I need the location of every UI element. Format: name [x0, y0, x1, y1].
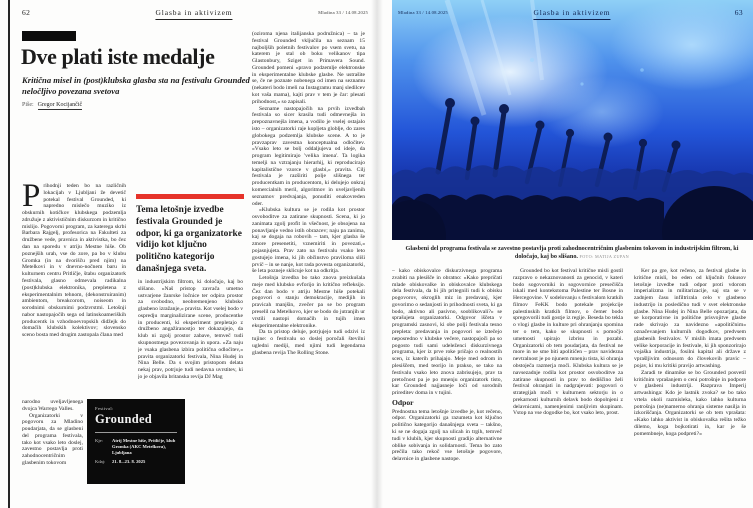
left-column-2: [138, 279, 243, 397]
body-text: Organizatorki v pogovoru za Mladino poudarjata, da se glasbeni del programa festivala, tako kot vsako leto doslej, zavestno postavlja proti zahodnocentričnim glasbenim tokovom: [22, 412, 83, 467]
right-column-3: [634, 268, 746, 489]
drop-cap: P: [22, 183, 41, 214]
right-issue-label: Mladina 33 / 14.08.2025: [398, 10, 448, 15]
body-text: rihodnji teden bo na različnih lokacijah v Ljubljani že devetič potekal festival Grounded, ki napredno mislečo muziko iz obskurnih kotičkov klubskega podzemlja združuje z aktivističnim diskurzom in kritično mislijo. Pogovorni program, za katerega skrbi Barbara Rajgelj, profesorica na Fakulteti za družbene vede, pravnica in aktivistka, bo čez dan na sporedu v atriju Mestne hiše. Ob poznejših urah, vse do zore, pa bo v klubu Gromka (in na dvorišču pred njim) na Metelkovi in v dnevno-nočnem baru in kulturnem centru Pritličje, štabu organizatork festivala, glasno odmevala radikalna (post)klubska elektronika, prepletena z eksperimentalnim tehnom, (dekonstruiranim) ambientom, breakcorom, noiseom in sorodnimi obskurnimi podzvrstmi. Letošnji nabor nastopajočih sega od latinskoameriških producentk in vzhodnoevropskih didžejk do domačih klubskih kolektivov; slovensko sceno bosta med drugim zastopala člana med: [22, 183, 126, 339]
where-value: Atrij Mestne hiše, Pritličje, klub Gromka (AKC Metelkova), Ljubljana: [112, 438, 176, 455]
body-text: (oziroma njena italijanska podružnica) – ta je festival Grounded vključila na seznam 15 najboljših poletnih festivalov po vsem svetu, na katerem je stal ob boku velikanov tipa Glastonbury, Sziget in Primavera Sound. Grounded pomeni »pravo podzemlje elektronske in eksperimentalne klubske glasbe. Ne ustrašite se, če ne poznate nobenega od imen na seznamu (nekateri bodo imeli na Instagramu manj sledilcev kot vaša mama), kajti prav v tem je čar: plesati prihodnost,« so zapisali.: [252, 31, 365, 105]
left-column-1-wrap: [22, 399, 83, 488]
byline-author: Gregor Kocijančič: [37, 102, 83, 108]
right-column-2: [513, 268, 623, 489]
photo-credit: FOTO: MATIJA ZUPAN: [579, 254, 630, 259]
info-row-when: [95, 459, 177, 465]
body-text: Sezname nastopajočih na prvih izvedbah festivala so sicer krasila tudi odmevnejša in prepoznavnejša imena, a vodilo je vselej ostajalo isto – organizatorki raje kopljeta globlje, do zares globokega podzemlja klubske scene. A to je pravzaprav zavestna konceptualna odločitev. »Vsako leto se bolj oddaljujeva od ideje, da program legitimirajo 'velika imena'. Ta logika temelji na vztrajanju hierarhij, ki reproducirajo kapitalistične vzorce v glasbi,« pravita. Cilj festivala je razširiti polje slišnega ter producentkam in producentom, ki delujejo onkraj komercialnih meril, algoritmov in uveljavljenih seznamov predvajanja, ponuditi enakovreden oder.: [252, 105, 365, 207]
photo-caption-text: Glasbeni del programa festivala se zavestno postavlja proti zahodnocentričnim glasbenim tokovom in industrijskim filtrom, ki določajo, kaj bo slišano.: [405, 245, 739, 260]
right-section-title: Glasba in aktivizem: [533, 8, 610, 20]
body-text: »Klubska kultura se je rodila kot prostor osvoboditve za zatirane skupnosti. Scena, ki jo zanimata zgolj profit in všečnost, je obsojena na ponavljanje vedno istih obrazcev; naju pa zanima, kaj se dogaja na robovih – tam, kjer glasba še zmore presenetiti, vznemiriti in povezati,« pojasnjujeta. Prav zato na festivalu vsako leto gostujejo imena, ki jih občinstvo praviloma sliši prvič – in se nanje, kot rada povesta organizatorki, še leta pozneje sklicuje kot na odkritja.: [252, 207, 365, 275]
when-label: Kdaj:: [95, 459, 106, 464]
left-issue-label: Mladina 33 / 14.08.2025: [318, 10, 368, 15]
spine-divider: [371, 0, 383, 508]
body-text: Ker pa gre, kot rečeno, za festival glasbe in kritične misli, bo eden od ključnih fokusov letošnje izvedbe tudi odpor proti vdorom imperializma in militarizacije, saj sta se v zadnjem času infiltrirala celo v glasbeno industrijo in posledično tudi v svet elektronske glasbe. Nina Hudej in Nina Belle opozarjata, da se korporativne in politične prisvojitve glasbe rade skrivajo za navidezno »apolitičnim« označevanjem kulturnih dogodkov, predvsem glasbenih festivalov. V mislih imata predvsem velike korporacije in festivale, ki jih sponzorirajo vojaška industrija, fosilni kapital ali države z vprašljivim odnosom do človekovih pravic – pojav, ki mu kritiki pravijo artwashing.: [634, 268, 746, 369]
body-text: Letošnja izvedba bo tako znova preizkušala meje med klubsko evforijo in kritično refleksijo. Čez dan bodo v atriju Mestne hiše potekali pogovori o stanju demokracije, medijih in pravicah manjšin, zvečer pa se bo program preselil na Metelkovo, kjer se bodo do jutranjih ur vrstili nastopi domačih in tujih imen eksperimentalne elektronike.: [252, 275, 365, 329]
festival-photo: [392, 0, 753, 240]
left-page-number: 62: [22, 8, 31, 17]
where-label: Kje:: [95, 438, 103, 443]
left-section-title: Glasba in aktivizem: [155, 8, 232, 20]
body-text: – kako obiskovalce diskurzivnega programa zvabiti na plesišče in obratno: »Kako prepričati mlade obiskovalke in obiskovalce klubskega dela festivala, da bi jih pritegnili tudi k obisku pogovorov, okroglih miz in predavanj, kjer govorimo o sedanjosti in prihodnosti sveta, ki ga bodo, aktivno ali pasivno, sooblikovali?« se sprašujeta organizatorki. Odgovor iščeta v programski zasnovi, ki obe polji festivala tesno prepleta: predavanja in pogovori se iztečejo neposredno v klubske večere, nastopajoči pa so pogosto tudi sami udeleženci diskurzivnega programa, kjer iz prve roke pričajo o realnostih scen, iz katerih prihajajo. Meje med odrom in plesiščem, med teorijo in prakso, se tako na festivalu vsako leto znova zabrisujejo, prav ta pretočnost pa je po mnenju organizatork tisto, kar Grounded najjasneje loči od sorodnih prireditev doma in v tujini.: [392, 268, 502, 397]
photo-caption: [398, 245, 746, 261]
left-column-1: [22, 183, 126, 399]
body-text: Prednostna tema letošnje izvedbe je, kot rečeno, odpor. Organizatorki ga razumeta kot ključno politično kategorijo današnjega sveta – takšno, ki se ne dogaja zgolj na ulicah in trgih, temveč tudi v klubih, kjer skupnosti gradijo alternativne oblike sobivanja in solidarnosti. Tema bo zato prečila tako rekoč vse letošnje pogovore, delavnice in glasbene nastope.: [392, 408, 502, 463]
body-text: Zaradi te dinamike se bo Grounded posvetil kritičnim vprašanjem o ceni potrošnje in podpore v glasbeni industriji. Razprava Imperij artwashinga: Kdo je lastnik zvoka? se bo tako vrtela okoli razmisleka, kako lahko kulturna potrošnja (ne)namerno ohranja sisteme nasilja in izkoriščanja. Organizatorki se ob tem vprašata: »Kako lahko aktivist in obiskovalka rešita težko dilemo, koga bojkotirati in, kar je še pomembneje, koga podpreti?«: [634, 369, 746, 437]
article-subtitle: Kritična misel in (post)klubska glasba sta na festivalu Grounded neločljivo povezana svetova: [22, 75, 250, 96]
byline: [22, 102, 82, 108]
subhead-odpor: Odpor: [392, 397, 414, 407]
pull-quote-text: Tema letošnje izvedbe festivala Grounded je odpor, ki ga organizatorke vidijo kot ključno politično kategorijo današnjega sveta.: [136, 205, 242, 274]
left-column-3: [252, 31, 365, 489]
pull-quote-accent-bar: [136, 194, 244, 199]
body-text: in industrijskim filtrom, ki določajo, kaj bo slišano. »Naš pristop zavrača umetno ustvarjene žanrske ločnice ter odpira prostor za svobodno, neobremenjeno klubsko glasbeno izražanje,« pravita. Kot vselej bodo v ospredju marginalizirane scene, producentke in producenti, ki eksperiment prepletajo z družbeno angažiranostjo ter dokazujejo, da klub ni zgolj prostor zabave, temveč tudi skupnostnega povezovanja in upora. »Za naju je vsaka glasbena izbira politična odločitev,« pravita organizatorki festivala, Nina Hudej in Nina Belle. Da s svojim pristopom delata nekaj prav, potrjuje tudi nedavna uvrstitev, ki jo je objavila britanska revija DJ Mag: [138, 279, 243, 380]
right-page-number: 63: [734, 8, 743, 17]
info-box-divider: [95, 432, 177, 433]
body-text: Da ta pristop deluje, potrjujejo tudi odzivi iz tujine: o festivalu so doslej poročali številni ugledni mediji, med njimi tudi legendarna glasbena revija The Rolling Stone.: [252, 329, 365, 356]
concert-crowd-photo: [392, 0, 753, 240]
info-box-label: Festival:: [95, 406, 114, 411]
body-text: Grounded bo kot festival kritične misli gostil razpravo o nekaznovanosti za genocid, v kateri bodo sogovorniki in sogovornice presečišča iskali med kontekstoma Palestine ter Bosne in Hercegovine. V sodelovanju s festivalom kratkih filmov FeKK bodo potekale projekcije palestinskih kratkih filmov, o čemer bodo spregovorili tudi gostje iz regije. Beseda bo tekla o vlogi glasbe in kulture pri ohranjanju spomina ter o tem, kako se skupnosti s pomočjo umetnosti upirajo izbrisu in pozabi. Organizatorki ob tem poudarjata, da festival ne more in ne sme biti apolitičen – prav navidezna nevtralnost je po njunem mnenju tista, ki ohranja obstoječa razmerja moči. Klubska kultura se je navsezadnje rodila kot prostor osvoboditve za zatirane skupnosti in prav to dediščino želi festival ohranjati in nadgrajevati: pogovori o strategijah moči v kulturnem sektorju in o prekarnosti kulturnih delavk bodo dopolnjeni z delavnicami, namenjenimi ranljivim skupinam. Vstop na vse dogodke bo, kot vsako leto, prost.: [513, 268, 623, 417]
festival-info-box: [87, 399, 185, 484]
page-edge-line: [8, 0, 10, 508]
kicker-bar: [22, 31, 76, 41]
byline-label: Piše:: [22, 102, 34, 108]
festival-name: Grounded: [95, 412, 153, 426]
when-value: 21. 8.–23. 8. 2025: [112, 459, 146, 464]
article-title: Dve plati iste medalje: [21, 44, 215, 69]
body-text: narodno uveljavljenega dvojca Warrego Valles.: [22, 399, 83, 412]
info-row-where: [95, 438, 177, 456]
pull-quote: [136, 194, 244, 276]
right-column-1: [392, 268, 502, 489]
